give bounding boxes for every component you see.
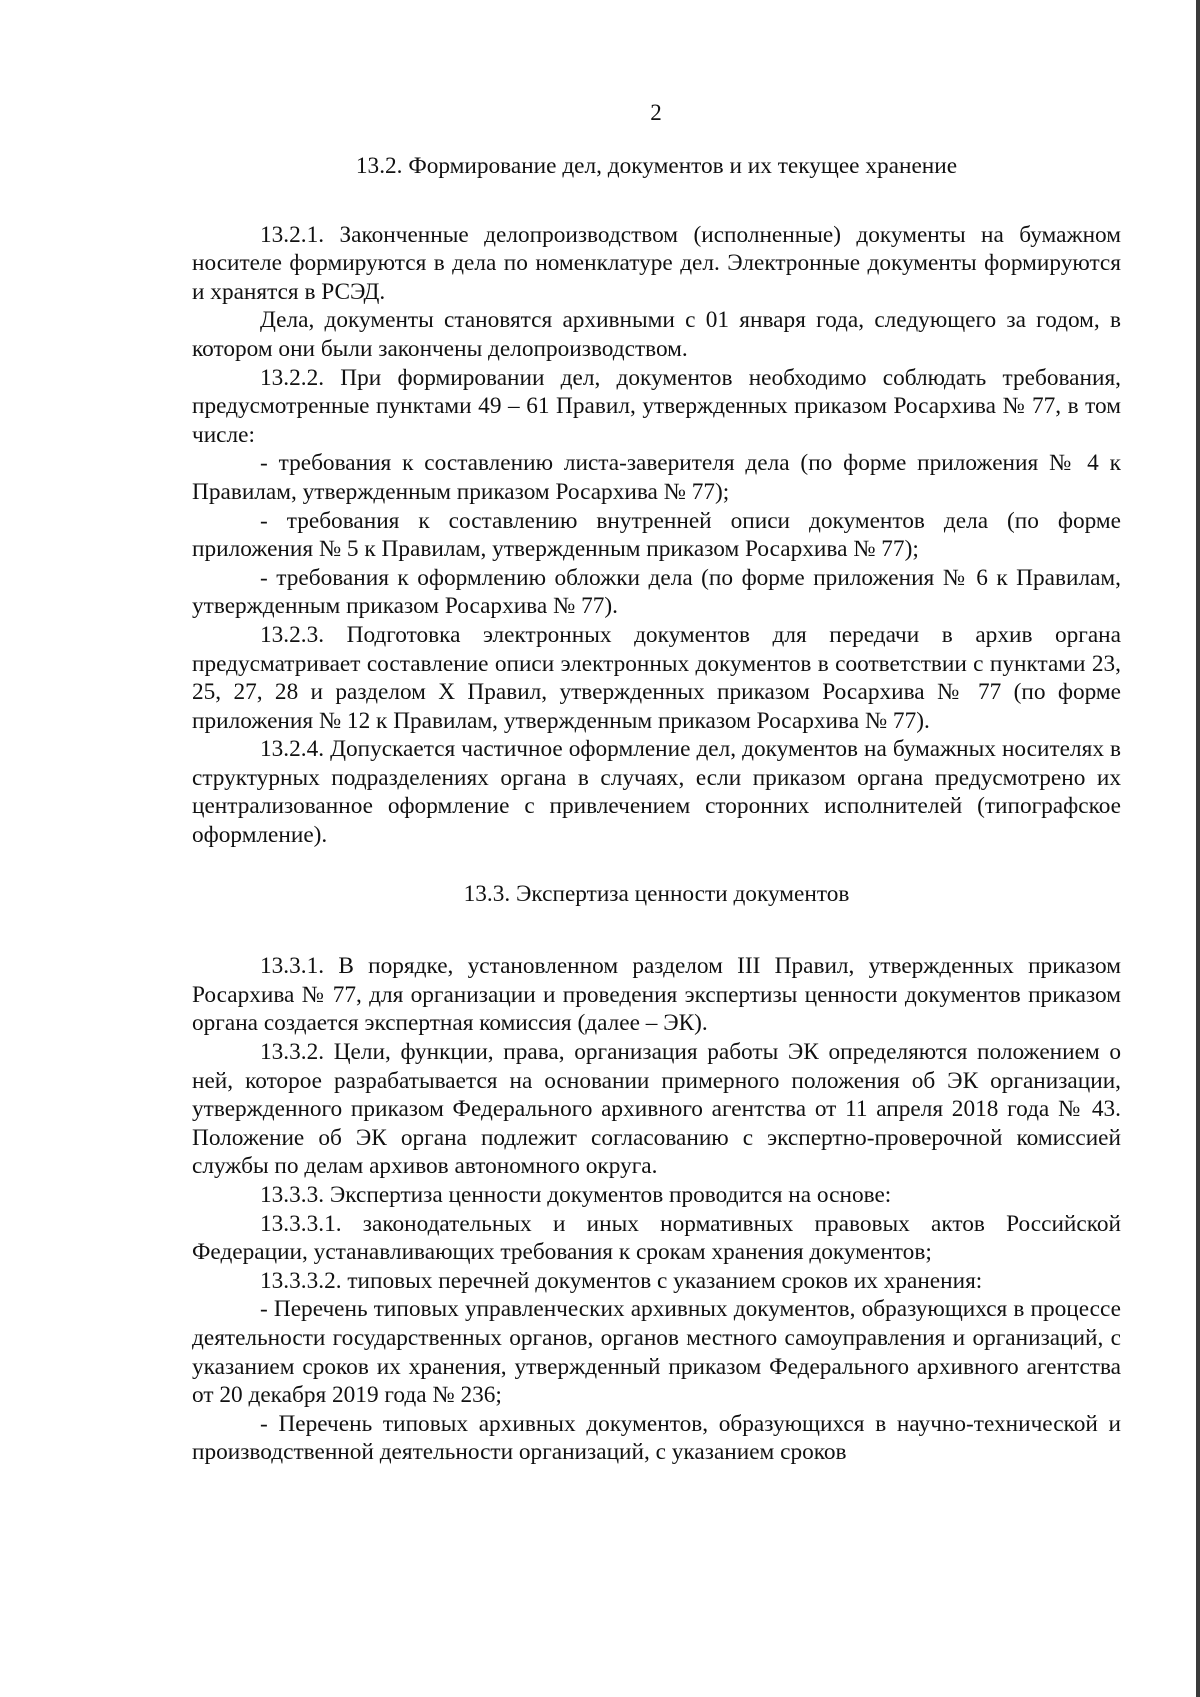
list-item-technical-docs: - Перечень типовых архивных документов, образующихся в научно-технической и производственной деятельности организаций, с указанием сроков (192, 1410, 1121, 1466)
paragraph-13-2-2: 13.2.2. При формировании дел, документов необходимо соблюдать требования, предусмотренные пунктами 49 – 61 Правил, утвержденных приказом Росархива № 77, в том числе: (192, 364, 1121, 448)
list-item-cover: - требования к оформлению обложки дела (по форме приложения № 6 к Правилам, утвержденным приказом Росархива № 77). (192, 564, 1121, 620)
paragraph-13-3-2: 13.3.2. Цели, функции, права, организация работы ЭК определяются положением о ней, которое разрабатывается на основании примерного положения об ЭК организации, утвержденного приказом Федерального архивного агентства от 11 апреля 2018 года № 43. Положение об ЭК органа подлежит согласованию с экспертно-проверочной комиссией службы по делам архивов автономного округа. (192, 1039, 1121, 1180)
scan-edge (1196, 0, 1200, 1697)
paragraph-archive-date: Дела, документы становятся архивными с 01 января года, следующего за годом, в котором они были закончены делопроизводством. (192, 307, 1121, 362)
paragraph-13-3-3-1: 13.3.3.1. законодательных и иных нормативных правовых актов Российской Федерации, устанавливающих требования к срокам хранения документов; (192, 1210, 1121, 1266)
paragraph-13-3-3: 13.3.3. Экспертиза ценности документов проводится на основе: (260, 1182, 892, 1208)
list-item-management-docs: - Перечень типовых управленческих архивных документов, образующихся в процессе деятельности государственных органов, органов местного самоуправления и организаций, с указанием сроков их хранения, утвержденный приказом Федерального архивного агентства от 20 декабря 2019 года № 236; (192, 1296, 1121, 1409)
document-body (192, 152, 1121, 1467)
list-item-certifier-sheet: - требования к составлению листа-заверителя дела (по форме приложения № 4 к Правилам, утвержденным приказом Росархива № 77); (192, 450, 1121, 505)
paragraph-13-3-3-2: 13.3.3.2. типовых перечней документов с указанием сроков их хранения: (260, 1267, 983, 1294)
paragraph-13-3-1: 13.3.1. В порядке, установленном разделом III Правил, утвержденных приказом Росархива № 77, для организации и проведения экспертизы ценности документов приказом органа создается экспертная комиссия (далее – ЭК). (192, 953, 1121, 1037)
section-title-13-3: 13.3. Экспертиза ценности документов (463, 880, 850, 907)
list-item-internal-inventory: - требования к составлению внутренней описи документов дела (по форме приложения № 5 к Правилам, утвержденным приказом Росархива № 77); (192, 507, 1121, 563)
section-title-13-2: 13.2. Формирование дел, документов и их текущее хранение (355, 153, 958, 179)
paragraph-13-2-3: 13.2.3. Подготовка электронных документов для передачи в архив органа предусматривает составление описи электронных документов в соответствии с пунктами 23, 25, 27, 28 и разделом X Правил, утвержденных приказом Росархива № 77 (по форме приложения № 12 к Правилам, утвержденным приказом Росархива № 77). (192, 621, 1121, 734)
page-number: 2 (650, 100, 662, 125)
paragraph-13-2-1: 13.2.1. Законченные делопроизводством (исполненные) документы на бумажном носителе формируются в дела по номенклатуре дел. Электронные документы формируются и хранятся в РСЭД. (192, 221, 1121, 305)
paragraph-13-2-4: 13.2.4. Допускается частичное оформление дел, документов на бумажных носителях в структурных подразделениях органа в случаях, если приказом органа предусмотрено их централизованное оформление с привлечением сторонних исполнителей (типографское оформление). (192, 736, 1121, 849)
